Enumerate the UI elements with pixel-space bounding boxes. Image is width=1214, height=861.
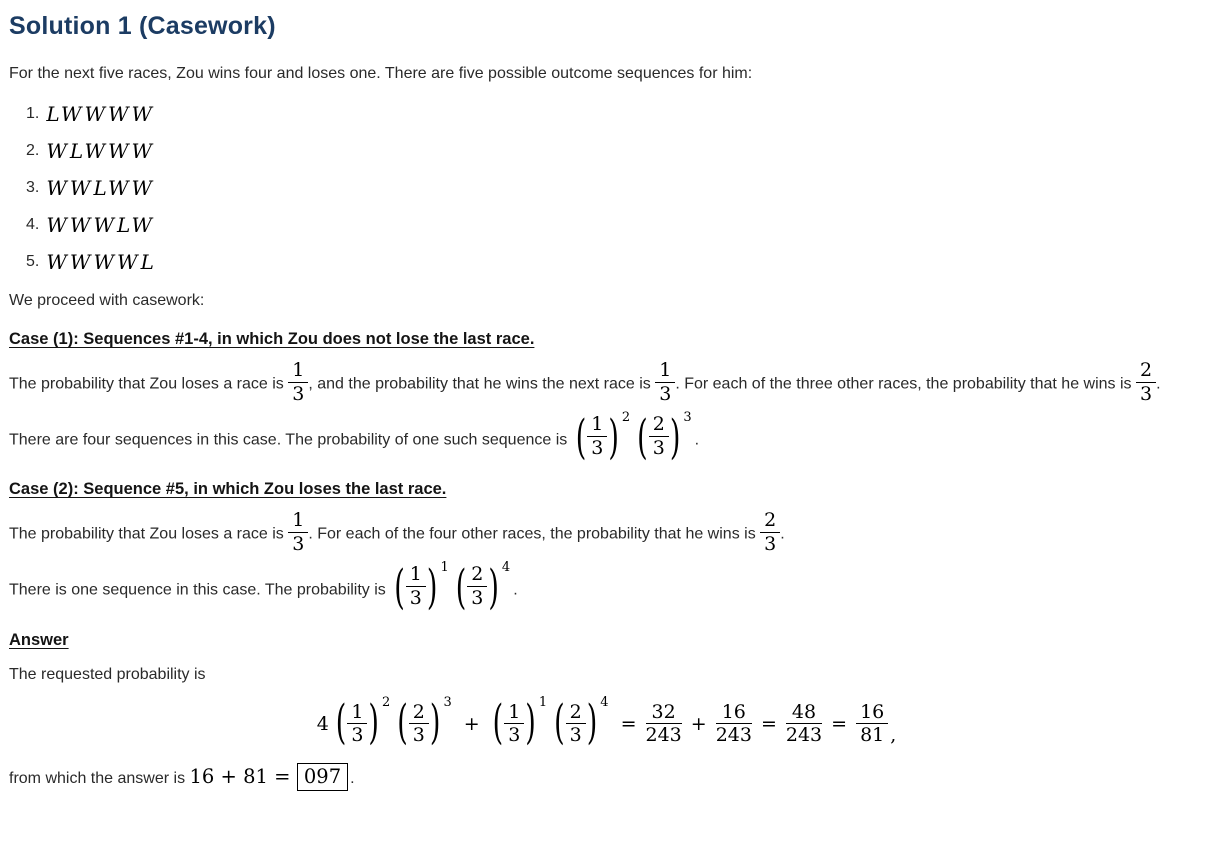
left-paren: ( [492,697,504,751]
text-run: . [694,431,700,449]
list-item [26,249,1204,275]
fraction-numerator: 2 [649,414,669,437]
fraction-numerator: 48 [786,702,822,725]
text-run: . [1156,375,1161,393]
fraction [406,564,426,608]
fraction [760,510,780,554]
exponent: 4 [501,560,511,576]
right-paren: ) [488,561,499,616]
fraction [1136,360,1156,404]
exponent: 1 [440,560,449,576]
sum-math: 16 + 81 = [189,764,291,788]
left-paren: ( [575,411,587,466]
equals-operator: = [620,712,637,735]
fraction-denominator: 3 [292,532,305,555]
equals-operator: = [831,712,848,735]
right-paren: ) [429,697,441,751]
fraction-denominator: 3 [569,724,582,747]
text-run: . For each of the four other races, the probability that he wins is [308,525,761,543]
sequence-math: WWWWL [46,250,157,275]
exponent: 4 [600,694,609,710]
fraction-numerator: 2 [566,702,586,725]
list-item [26,212,1204,238]
paren-power [335,694,391,751]
text-run: . [513,581,518,599]
case1-heading: Case (1): Sequences #1-4, in which Zou does not lose the last race. [9,330,535,349]
case2-heading: Case (2): Sequence #5, in which Zou loses the last race. [9,480,447,499]
exponent: 3 [443,694,452,710]
fraction-denominator: 243 [715,724,752,747]
display-equation [9,694,1204,751]
list-number: 1. [26,105,40,123]
fraction-numerator: 1 [655,360,675,383]
fraction-numerator: 1 [406,564,426,587]
answer-heading: Answer [9,630,69,649]
fraction-denominator: 3 [409,586,422,609]
fraction [786,702,822,746]
fraction [467,564,487,608]
case2-paragraph-1 [9,509,1204,556]
fraction-denominator: 3 [764,532,777,555]
fraction [587,414,607,458]
fraction-denominator: 3 [508,724,521,747]
fraction-numerator: 2 [760,510,780,533]
left-paren: ( [394,561,405,616]
fraction-numerator: 1 [504,702,524,725]
paren-power [455,560,511,616]
fraction [409,702,429,746]
fraction [288,510,308,554]
fraction-denominator: 3 [292,382,305,405]
left-paren: ( [455,561,467,616]
list-item [26,175,1204,201]
right-paren: ) [669,411,681,466]
right-paren: ) [426,561,438,616]
fraction-denominator: 3 [1140,382,1153,405]
fraction-denominator: 3 [652,436,665,459]
fraction [504,702,524,746]
exponent: 3 [683,410,692,426]
fraction [288,360,308,404]
fraction-numerator: 1 [587,414,607,437]
fraction-numerator: 1 [347,702,367,725]
text-run: from which the answer is [9,769,190,787]
intro-paragraph: For the next five races, Zou wins four and loses one. There are five possible outcome sequences for him: [9,65,753,82]
left-paren: ( [397,697,408,751]
right-paren: ) [586,697,598,751]
fraction-denominator: 81 [860,724,885,747]
plus-operator: + [690,712,707,735]
exponent: 2 [621,410,631,426]
right-paren: ) [608,411,619,466]
proceed-paragraph: We proceed with casework: [9,292,205,310]
case1-paragraph-2 [9,410,1204,466]
text-run: . [350,769,355,787]
fraction [716,702,752,746]
fraction-numerator: 2 [1136,360,1156,383]
text-run: The probability that Zou loses a race is [9,525,289,543]
text-run: There is one sequence in this case. The probability is [9,581,391,599]
paren-power [575,410,631,466]
fraction-denominator: 243 [785,724,823,747]
list-number: 4. [26,216,40,234]
sequence-math: WWLWW [46,176,156,201]
paren-power [393,560,449,616]
fraction [856,702,888,746]
text-run: . For each of the three other races, the probability that he wins is [675,375,1136,393]
fraction [566,702,586,746]
comma: , [890,723,897,746]
left-paren: ( [554,697,565,751]
exponent: 1 [538,694,548,710]
fraction-denominator: 3 [471,586,484,609]
fraction-numerator: 16 [716,702,752,725]
fraction-numerator: 32 [646,702,682,725]
fraction [646,702,682,746]
fraction-denominator: 3 [659,382,672,405]
paren-power [553,694,609,751]
text-run: There are four sequences in this case. The probability of one such sequence is [9,431,572,449]
sequence-math: WLWWW [46,139,156,164]
fraction-numerator: 2 [409,702,429,725]
boxed-answer: 097 [297,763,348,791]
fraction-denominator: 243 [645,724,682,747]
final-answer-line [9,760,1204,796]
exponent: 2 [381,694,391,710]
case1-paragraph-1 [9,359,1204,406]
right-paren: ) [368,697,379,751]
left-paren: ( [637,411,648,466]
fraction-numerator: 16 [856,702,888,725]
sequence-math: LWWWW [46,102,156,127]
text-run: The probability that Zou loses a race is [9,375,289,393]
list-number: 2. [26,142,40,160]
text-run: , and the probability that he wins the next race is [308,375,656,393]
sequence-math: WWWLW [46,213,156,238]
text-run: . [780,525,785,543]
coefficient: 4 [316,712,329,735]
right-paren: ) [525,697,536,751]
fraction [347,702,367,746]
fraction-denominator: 3 [412,724,425,747]
paren-power [636,410,692,466]
list-number: 5. [26,253,40,271]
page-title: Solution 1 (Casework) [9,12,276,40]
fraction-numerator: 1 [288,510,308,533]
list-item [26,138,1204,164]
fraction-denominator: 3 [591,436,604,459]
answer-lead: The requested probability is [9,665,206,683]
sequence-list [26,101,1204,275]
fraction-denominator: 3 [351,724,364,747]
fraction [655,360,675,404]
plus-operator: + [463,712,480,735]
paren-power [492,694,548,751]
fraction-numerator: 1 [288,360,308,383]
paren-power [396,694,452,751]
fraction [649,414,669,458]
case2-paragraph-2 [9,560,1204,616]
equals-operator: = [760,712,777,735]
left-paren: ( [335,697,347,751]
list-number: 3. [26,179,40,197]
list-item [26,101,1204,127]
fraction-numerator: 2 [467,564,487,587]
